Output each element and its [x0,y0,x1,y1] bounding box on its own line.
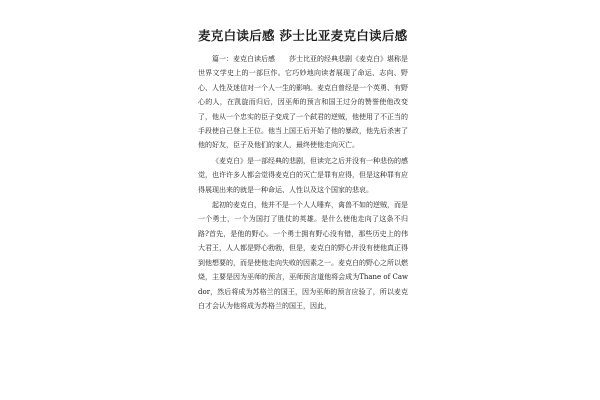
paragraph-3: 起初的麦克白，他并不是一个人人唾弃，禽兽不如的逆贼，而是一个勇士，一个为国打了胜仗的英雄。是什么使他走向了这条不归路?首先，是他的野心。一个勇士拥有野心没有错，那些历史上的伟大君王，人人都是野心勃勃，但是，麦克白的野心并没有使他真正得到他想要的，而是使他走向失败的因素之一。麦克白的野心之所以燃烧，主要是因为巫师的预言，巫师预言道他将会成为Thane of Cawdor，然后将成为苏格兰的国王，因为巫师的预言应验了，所以麦克白才会认为他将成为苏格兰的国王，因此， [198,201,408,310]
paragraph-2: 《麦克白》是一部经典的悲剧，但读完之后并没有一种悲伤的感觉，也许许多人都会觉得麦克白的灭亡是罪有应得，但是这种罪有应得展现出来的就是一种命运、人性以及这个国家的悲哀。 [198,156,408,194]
document-page [198,28,408,313]
paragraph-1: 篇一：麦克白读后感 莎士比亚的经典悲剧《麦克白》堪称是世界文学史上的一部巨作。它巧妙地向读者展现了命运、志向、野心、人性及迷信对一个人一生的影响。麦克白曾经是一个英勇、有野心的人，在凯旋而归后，因巫师的预言和国王过分的赞誉使他改变了，他从一个忠实的臣子变成了一个弑君的逆贼，他使用了不正当的手段使自己登上王位。他当上国王后开始了他的暴政，他先后杀害了他的好友，臣子及他们的家人，最终使他走向灭亡。 [198,55,408,150]
document-title: 麦克白读后感 莎士比亚麦克白读后感 [198,28,408,43]
